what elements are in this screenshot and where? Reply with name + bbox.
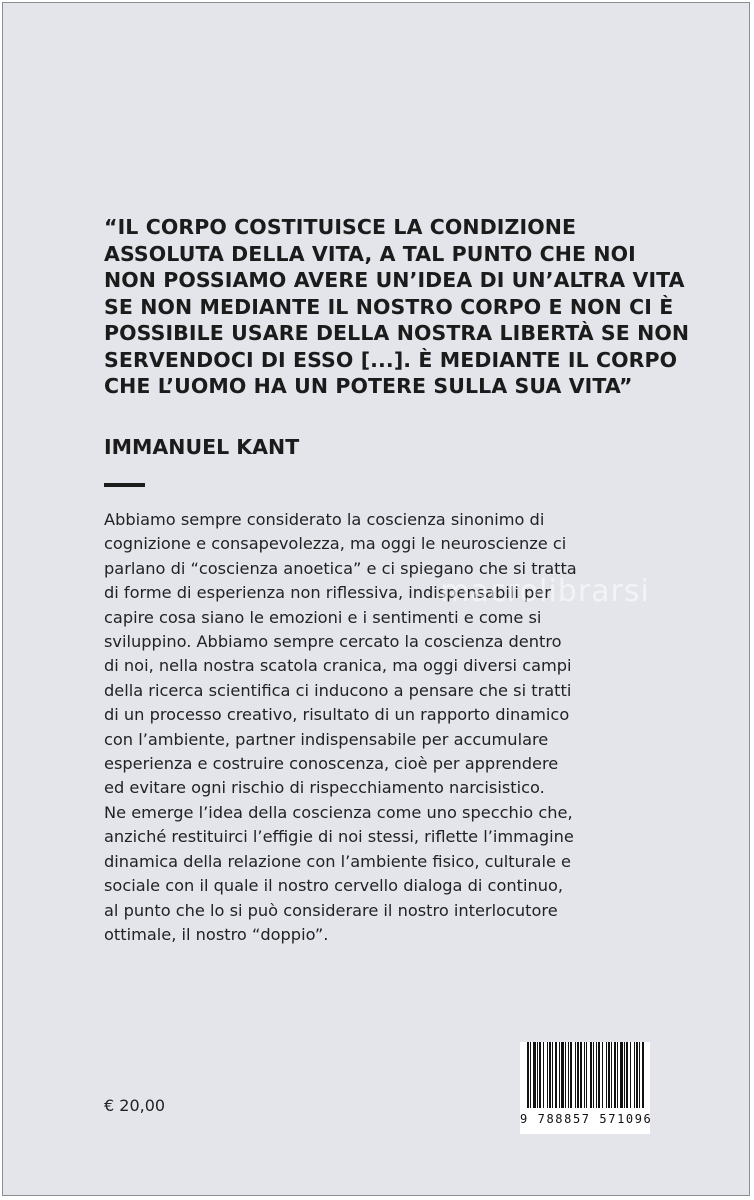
description-line: Ne emerge l’idea della coscienza come uno specchio che, (104, 802, 573, 822)
description-line: sociale con il quale il nostro cervello dialoga di continuo, (104, 876, 564, 896)
description-line: anziché restituirci l’effigie di noi stessi, riflette l’immagine (104, 827, 574, 847)
barcode-bar (559, 1042, 560, 1108)
quote-author: IMMANUEL KANT (104, 435, 300, 459)
description-line: di forme di esperienza non riflessiva, indispensabili per (104, 583, 551, 603)
quote-line: ASSOLUTA DELLA VITA, A TAL PUNTO CHE NOI (104, 241, 636, 266)
barcode-bar (549, 1042, 551, 1108)
description-line: capire cosa siano le emozioni e i sentimenti e come si (104, 607, 542, 627)
barcode-bar (575, 1042, 576, 1108)
description-line: cognizione e consapevolezza, ma oggi le neuroscienze ci (104, 534, 567, 554)
barcode-bar (543, 1042, 544, 1108)
quote-line: POSSIBILE USARE DELLA NOSTRA LIBERTÀ SE NON (104, 321, 690, 345)
barcode-bar (596, 1042, 597, 1108)
barcode-bar (570, 1042, 572, 1108)
barcode-bar (608, 1042, 610, 1108)
isbn-barcode (520, 1042, 653, 1134)
barcode-bar (561, 1042, 564, 1108)
barcode-bar (626, 1042, 628, 1108)
barcode-bars (525, 1042, 645, 1108)
quote-line: CHE L’UOMO HA UN POTERE SULLA SUA VITA” (104, 374, 633, 398)
description-line: Abbiamo sempre considerato la coscienza sinonimo di (104, 510, 545, 529)
kant-quote (104, 214, 744, 400)
barcode-bar (527, 1042, 529, 1108)
quote-line: SERVENDOCI DI ESSO [...]. È MEDIANTE IL CORPO (104, 347, 678, 372)
description-line: della ricerca scientifica ci inducono a pensare che si tratti (104, 680, 572, 700)
barcode-bar (547, 1042, 548, 1108)
barcode-bar (537, 1042, 538, 1108)
barcode-bar (620, 1042, 623, 1108)
price-label: € 20,00 (104, 1096, 166, 1115)
barcode-bar (634, 1042, 635, 1108)
barcode-bar (580, 1042, 582, 1108)
watermark: macrolibrarsi (440, 574, 650, 609)
barcode-bar (598, 1042, 600, 1108)
barcode-bar (617, 1042, 618, 1108)
barcode-bar (606, 1042, 607, 1108)
barcode-bar (555, 1042, 557, 1108)
barcode-bar (584, 1042, 585, 1108)
barcode-bar (568, 1042, 569, 1108)
barcode-bar (593, 1042, 594, 1108)
barcode-bar (586, 1042, 587, 1108)
description-line: sviluppino. Abbiamo sempre cercato la coscienza dentro (104, 632, 562, 652)
description-line: con l’ambiente, partner indispensabile per accumulare (104, 729, 549, 749)
barcode-bar (642, 1042, 644, 1108)
barcode-bar (577, 1042, 579, 1108)
barcode-bar (624, 1042, 625, 1108)
quote-line: SE NON MEDIANTE IL NOSTRO CORPO E NON CI È (104, 294, 674, 319)
barcode-bar (639, 1042, 640, 1108)
barcode-bar (611, 1042, 612, 1108)
description-line: parlano di “coscienza anoetica” e ci spiegano che si tratta (104, 558, 577, 578)
barcode-bar (636, 1042, 638, 1108)
barcode-bar (590, 1042, 592, 1108)
barcode-bar (530, 1042, 531, 1108)
barcode-bar (552, 1042, 553, 1108)
description-line: esperienza e costruire conoscenza, cioè per apprendere (104, 754, 559, 774)
description-line: ed evitare ogni rischio di rispecchiamento narcisistico. (104, 778, 545, 798)
barcode-bar (630, 1042, 631, 1108)
divider-rule (104, 483, 145, 487)
isbn-number: 9 788857 571096 (520, 1112, 653, 1126)
barcode-bar (539, 1042, 541, 1108)
description-line: al punto che lo si può considerare il nostro interlocutore (104, 900, 558, 920)
description-line: ottimale, il nostro “doppio”. (104, 924, 329, 944)
description-line: di un processo creativo, risultato di un rapporto dinamico (104, 705, 570, 725)
quote-line: NON POSSIAMO AVERE UN’IDEA DI UN’ALTRA VITA (104, 268, 685, 292)
barcode-bar (602, 1042, 603, 1108)
description-line: di noi, nella nostra scatola cranica, ma oggi diversi campi (104, 656, 572, 676)
quote-line: “IL CORPO COSTITUISCE LA CONDIZIONE (104, 215, 577, 239)
barcode-bar (565, 1042, 566, 1108)
barcode-bar (614, 1042, 616, 1108)
barcode-bar (533, 1042, 536, 1108)
description-line: dinamica della relazione con l’ambiente fisico, culturale e (104, 851, 572, 871)
